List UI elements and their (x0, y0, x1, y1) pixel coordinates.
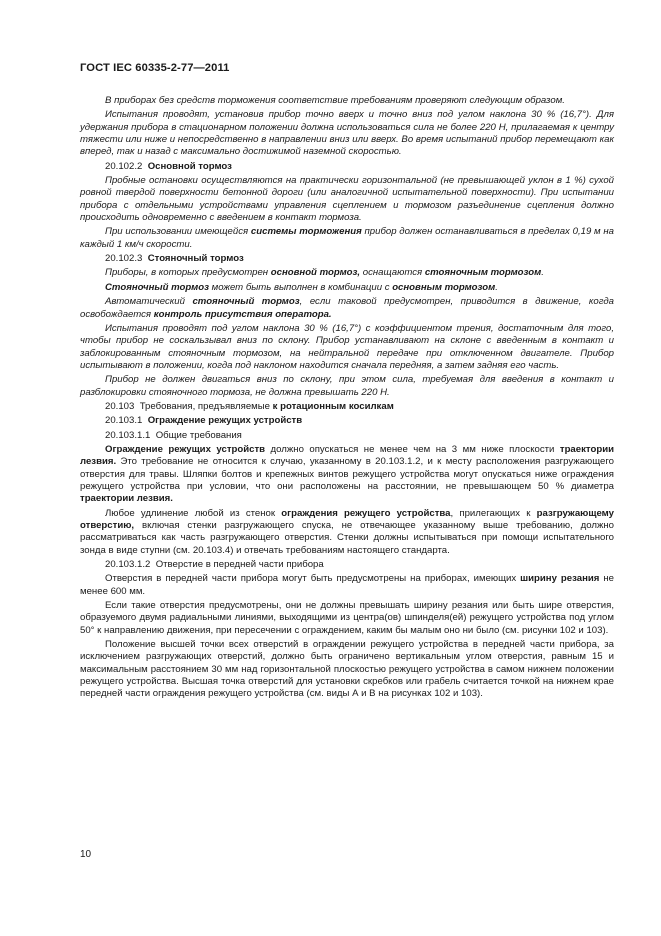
term: к ротационным косилкам (272, 400, 394, 412)
section-title: Стояночный тормоз (147, 253, 244, 265)
term: основной тормоз, (270, 267, 361, 279)
section-number: 20.102.2 (105, 160, 143, 172)
paragraph (80, 267, 614, 279)
section-number: 20.103.1.2 (105, 559, 151, 571)
text-run: , прилегающих к (450, 507, 537, 519)
text-run: прибор должен останавливаться в пределах 0,19 м на каждый 1 км/ч скорости. (80, 226, 615, 250)
term: ширину резания (520, 573, 600, 585)
term: траектории лезвия. (80, 493, 173, 505)
text-run: . (541, 267, 544, 279)
paragraph (80, 282, 614, 294)
paragraph (80, 226, 614, 251)
text-run: Автоматический (105, 296, 193, 308)
text-run: оснащаются (360, 267, 425, 279)
paragraph (80, 444, 614, 506)
term: разгружающему отверстию, (80, 507, 614, 531)
term: ограждения режущего устройства (281, 507, 451, 519)
section-heading (80, 253, 614, 265)
term: системы торможения (250, 226, 362, 238)
section-number: 20.102.3 (105, 253, 143, 265)
paragraph: Пробные остановки осуществляются на практически горизонтальной (не превышающей уклон в 1 %) сухой ровной твердой поверхности бетонной дороги (или аналогичной испытательной поверхности). При испытании прибора с отдельными устройствами управления сцеплением и тормозом разъединение сцепления должно происходить одновременно с введением в контакт тормоза. (80, 175, 614, 224)
section-title: Ограждение режущих устройств (147, 415, 303, 427)
section-heading (80, 559, 614, 571)
paragraph (80, 573, 614, 598)
term: Ограждение режущих устройств (105, 443, 266, 455)
section-title: Общие требования (155, 429, 242, 441)
section-heading (80, 430, 614, 442)
paragraph: В приборах без средств торможения соответствие требованиям проверяют следующим образом. (105, 95, 565, 106)
paragraph (80, 508, 614, 557)
term: основным тормозом (392, 281, 496, 293)
document-body (80, 95, 614, 703)
text-run: При использовании имеющейся (105, 226, 251, 238)
term: контроль присутствия оператора. (153, 308, 332, 320)
section-title: Отверстие в передней части прибора (155, 559, 324, 571)
paragraph: Прибор не должен двигаться вниз по склону, при этом сила, требуемая для введения в контакт и разблокировки стояночного тормоза, не должна превышать 220 Н. (80, 374, 614, 398)
section-heading (80, 161, 614, 173)
text-run: должно опускаться не менее чем на 3 мм ниже плоскости (265, 443, 560, 455)
section-title: Основной тормоз (147, 160, 232, 172)
term: Стояночный тормоз (105, 281, 209, 293)
text-run: может быть выполнен в комбинации с (208, 281, 393, 293)
text-run: . (495, 281, 498, 293)
text-run: , если таковой предусмотрен, приводится в движение, когда освобождается (80, 296, 614, 320)
text-run: не менее 600 мм. (80, 573, 614, 597)
text-run: Отверстия в передней части прибора могут быть предусмотрены на приборах, имеющих (105, 573, 521, 585)
text-run: Это требование не относится к случаю, указанному в 20.103.1.2, и к месту расположения разгружающего отверстия для травы. Шляпки болтов и крепежных винтов режущего устройства могут опускаться ниже ограждения режущего устройства при условии, что они расположены на расстоянии, не превышающем 50 % диаметра (80, 456, 614, 492)
section-title: Требования, предъявляемые (139, 400, 273, 412)
text-run: Любое удлинение любой из стенок (105, 507, 282, 519)
section-heading (80, 415, 614, 427)
text-run: Приборы, в которых предусмотрен (105, 267, 271, 279)
term: стояночный тормоз (192, 296, 300, 308)
paragraph: Испытания проводят, установив прибор точно вверх и точно вниз под углом наклона 30 % (16,7°). Для удержания прибора в стационарном положении должна использоваться сила не более 220 Н, прилагаемая к центру тяжести или ниже и непосредственно в направлении вниз или вверх. Во время испытаний прибор перемещают как вперед, так и назад с максимально достижимой наземной скоростью. (80, 109, 614, 158)
paragraph: Испытания проводят под углом наклона 30 % (16,7°) с коэффициентом трения, достаточным для того, чтобы прибор не соскальзывал вниз по склону. Прибор устанавливают на склоне с введенным в контакт и заблокированным стояночным тормозом, на нейтральной передаче при отключенном двигателе. Прибор испытывают в положении, когда под наклоном находится сначала передняя, а затем задняя его часть. (80, 322, 614, 371)
term: стояночным тормозом (424, 267, 542, 279)
text-run: включая стенки разгружающего спуска, не отвечающее указанному выше требованию, должно рассматриваться как часть разгружающего отверстия. Стенки должны испытываться при помощи испытательного зонда в виде ступни (см. 20.103.4) и отвечать требованиям настоящего стандарта. (80, 520, 614, 556)
term: траектории лезвия. (80, 443, 614, 468)
section-heading (80, 401, 614, 413)
paragraph: Положение высшей точки всех отверстий в ограждении режущего устройства в передней части прибора, за исключением разгружающих отверстий, должно быть ограничено вертикальным углом отверстия, равным 15 и максимальным расстоянием 30 мм над горизонтальной плоскостью режущего устройства в самом нижнем положении режущего устройства. Высшая точка отверстий для установки скребков или грабель считается точкой на нижнем крае передней части ограждения режущего устройства (см. виды А и В на рисунках 102 и 103). (80, 639, 614, 700)
section-number: 20.103.1.1 (105, 429, 151, 441)
section-number: 20.103 (105, 400, 135, 412)
paragraph: Если такие отверстия предусмотрены, они не должны превышать ширину резания или быть шире отверстия, образуемого двумя радиальными линиями, выходящими из центра(ов) шпинделя(ей) режущего устройства под углом 50° к направлению движения, при пересечении с ограждением, каким бы малым оно ни было (см. рисунки 102 и 103). (80, 600, 614, 636)
section-number: 20.103.1 (105, 415, 143, 427)
paragraph (80, 296, 614, 321)
document-header: ГОСТ IEC 60335-2-77—2011 (80, 62, 230, 74)
page-number: 10 (80, 849, 92, 860)
